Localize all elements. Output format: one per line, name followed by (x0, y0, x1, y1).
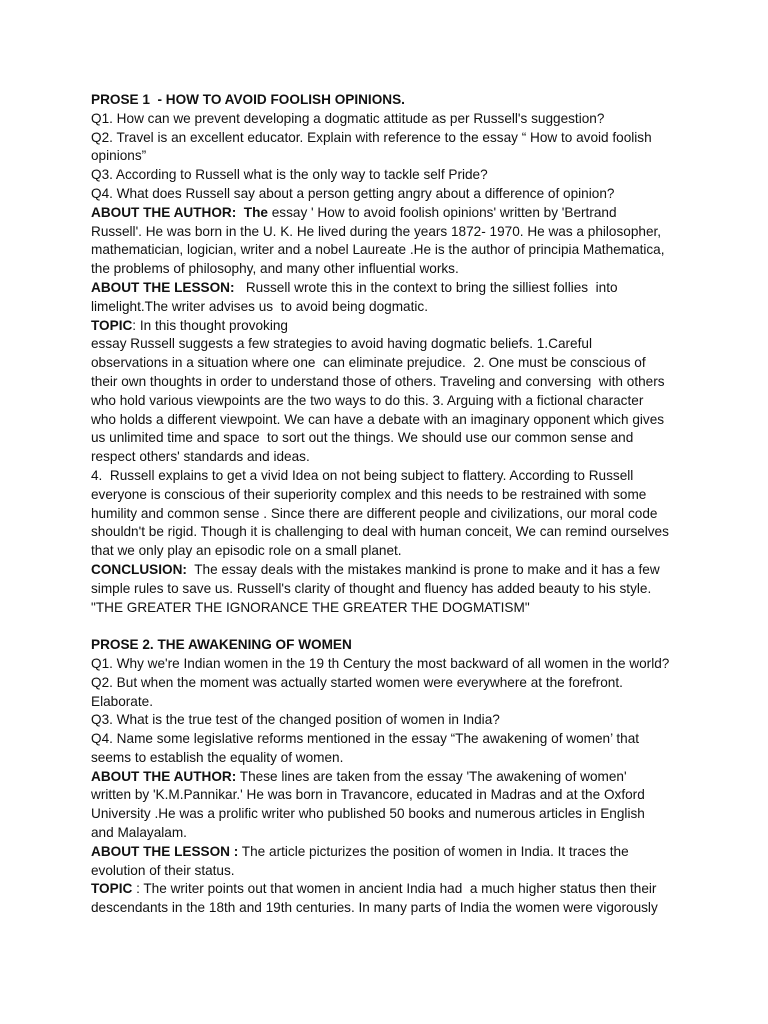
prose2-title: PROSE 2. THE AWAKENING OF WOMEN (91, 637, 352, 653)
prose1-question-3: Q3. According to Russell what is the only way to tackle self Pride? (91, 167, 488, 183)
prose2-author-line: and Malayalam. (91, 825, 187, 841)
prose1-topic-line: essay Russell suggests a few strategies to avoid having dogmatic beliefs. 1.Careful (91, 336, 592, 352)
document-body (91, 91, 691, 918)
prose1-title: PROSE 1 - HOW TO AVOID FOOLISH OPINIONS. (91, 92, 405, 107)
prose1-author-line: Russell'. He was born in the U. K. He lived during the years 1872- 1970. He was a philosopher, (91, 223, 662, 239)
prose1-question-4: Q4. What does Russell say about a person getting angry about a difference of opinion? (91, 185, 615, 201)
prose2-question-4-cont: seems to establish the equality of women. (91, 749, 344, 765)
prose1-question-1: Q1. How can we prevent developing a dogmatic attitude as per Russell's suggestion? (91, 110, 605, 126)
prose2-lesson-line: evolution of their status. (91, 862, 235, 878)
prose1-lesson-paragraph: ABOUT THE LESSON: Russell wrote this in the context to bring the silliest follies into (91, 279, 618, 295)
about-lesson-label: ABOUT THE LESSON : (91, 843, 239, 859)
topic-label: TOPIC (91, 317, 133, 333)
prose1-topic-line: observations in a situation where one can eliminate prejudice. 2. One must be conscious of (91, 355, 646, 371)
prose2-topic-line: descendants in the 18th and 19th centuries. In many parts of India the women were vigorously (91, 900, 658, 916)
prose2-question-3: Q3. What is the true test of the changed position of women in India? (91, 712, 500, 728)
prose1-author-paragraph: ABOUT THE AUTHOR: The essay ' How to avoid foolish opinions' written by 'Bertrand (91, 204, 617, 220)
prose1-topic-line: who holds a different viewpoint. We can have a debate with an imaginary opponent which gives (91, 411, 665, 427)
prose1-topic-line: everyone is conscious of their superiority complex and this needs to be restrained with some (91, 486, 647, 502)
about-lesson-label: ABOUT THE LESSON: (91, 279, 235, 295)
prose2-lesson-paragraph: ABOUT THE LESSON : The article picturizes the position of women in India. It traces the (91, 843, 629, 859)
prose2-author-paragraph: ABOUT THE AUTHOR: These lines are taken from the essay 'The awakening of women' (91, 768, 627, 784)
prose1-lesson-line: limelight.The writer advises us to avoid being dogmatic. (91, 298, 428, 314)
prose1-question-2: Q2. Travel is an excellent educator. Explain with reference to the essay “ How to avoid foolish (91, 129, 652, 145)
conclusion-label: CONCLUSION: (91, 561, 187, 577)
prose1-topic-line: humility and common sense . Since there are different people and civilizations, our moral code (91, 505, 658, 521)
prose2-author-line: University .He was a prolific writer who published 50 books and numerous articles in English (91, 806, 645, 822)
prose2-question-2: Q2. But when the moment was actually started women were everywhere at the forefront. (91, 674, 623, 690)
prose1-topic-line: us unlimited time and space to sort out the things. We should use our common sense and (91, 430, 634, 446)
prose1-conclusion-line: simple rules to save us. Russell's clarity of thought and fluency has added beauty to his style. (91, 580, 652, 596)
prose1-conclusion-paragraph: CONCLUSION: The essay deals with the mistakes mankind is prone to make and it has a few (91, 561, 660, 577)
topic-label: TOPIC (91, 881, 133, 897)
prose1-topic-line: their own thoughts in order to understand those of others. Traveling and conversing with others (91, 373, 665, 389)
prose2-topic-paragraph: TOPIC : The writer points out that women in ancient India had a much higher status then their (91, 881, 657, 897)
prose1-author-line: mathematician, logician, writer and a nobel Laureate .He is the author of principia Mathematica, (91, 242, 665, 258)
prose1-topic-line: shouldn't be rigid. Though it is challenging to deal with human conceit, We can remind ourselves (91, 524, 669, 540)
prose2-author-line: written by 'K.M.Pannikar.' He was born in Travancore, educated in Madras and at the Oxford (91, 787, 645, 803)
prose1-question-2-cont: opinions” (91, 148, 147, 164)
prose2-question-1: Q1. Why we're Indian women in the 19 th Century the most backward of all women in the world? (91, 655, 670, 671)
prose1-topic-line: that we only play an episodic role on a small planet. (91, 543, 402, 559)
prose2-question-2-cont: Elaborate. (91, 693, 153, 709)
prose2-section (91, 636, 691, 918)
about-author-label: ABOUT THE AUTHOR: (91, 768, 237, 784)
prose1-author-line: the problems of philosophy, and many other influential works. (91, 261, 459, 277)
prose1-topic-line: who hold various viewpoints are the two ways to do this. 3. Arguing with a fictional character (91, 392, 644, 408)
section-spacer (91, 617, 691, 636)
prose1-topic-paragraph: TOPIC: In this thought provoking (91, 317, 288, 333)
prose1-conclusion-quote: "THE GREATER THE IGNORANCE THE GREATER THE DOGMATISM" (91, 599, 530, 615)
prose2-question-4: Q4. Name some legislative reforms mentioned in the essay “The awakening of women’ that (91, 731, 640, 747)
prose1-topic-line: 4. Russell explains to get a vivid Idea on not being subject to flattery. According to Russell (91, 467, 634, 483)
prose1-section (91, 91, 691, 617)
about-author-label: ABOUT THE AUTHOR: The (91, 204, 268, 220)
prose1-topic-line: respect others' standards and ideas. (91, 449, 310, 465)
